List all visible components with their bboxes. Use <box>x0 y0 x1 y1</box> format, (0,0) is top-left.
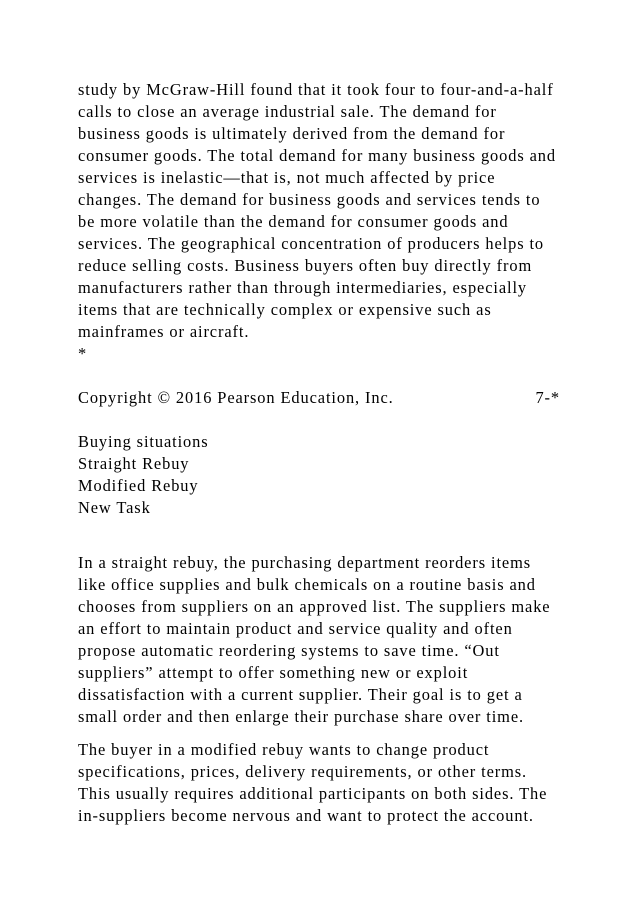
text-line: dissatisfaction with a current supplier. Their goal is to get a <box>78 685 523 704</box>
text-line: study by McGraw-Hill found that it took four to four-and-a-half <box>78 80 554 99</box>
text-line: in-suppliers become nervous and want to protect the account. <box>78 806 534 825</box>
slide-list-item: Modified Rebuy <box>78 476 199 495</box>
text-line: changes. The demand for business goods and services tends to <box>78 190 541 209</box>
text-line: services is inelastic—that is, not much affected by price <box>78 168 496 187</box>
slide-list-item: Buying situations <box>78 432 209 451</box>
text-line: items that are technically complex or expensive such as <box>78 300 492 319</box>
slide-list-item: New Task <box>78 498 151 517</box>
asterisk-marker: * <box>78 344 88 363</box>
text-line: an effort to maintain product and service quality and often <box>78 619 513 638</box>
text-line: like office supplies and bulk chemicals on a routine basis and <box>78 575 536 594</box>
text-line: services. The geographical concentration of producers helps to <box>78 234 545 253</box>
text-line: In a straight rebuy, the purchasing department reorders items <box>78 553 531 572</box>
text-line: chooses from suppliers on an approved list. The suppliers make <box>78 597 551 616</box>
slide-number: 7-* <box>535 388 560 407</box>
text-line: mainframes or aircraft. <box>78 322 250 341</box>
text-line: consumer goods. The total demand for many business goods and <box>78 146 556 165</box>
text-line: business goods is ultimately derived from the demand for <box>78 124 506 143</box>
text-line: calls to close an average industrial sale. The demand for <box>78 102 497 121</box>
text-line: small order and then enlarge their purchase share over time. <box>78 707 525 726</box>
text-line: manufacturers rather than through intermediaries, especially <box>78 278 528 297</box>
text-line: The buyer in a modified rebuy wants to change product <box>78 740 490 759</box>
text-line: be more volatile than the demand for consumer goods and <box>78 212 509 231</box>
text-line: specifications, prices, delivery requirements, or other terms. <box>78 762 528 781</box>
text-line: reduce selling costs. Business buyers often buy directly from <box>78 256 533 275</box>
text-line: propose automatic reordering systems to save time. “Out <box>78 641 500 660</box>
copyright-text: Copyright © 2016 Pearson Education, Inc. <box>78 388 394 407</box>
text-line: suppliers” attempt to offer something new or exploit <box>78 663 469 682</box>
text-line: This usually requires additional participants on both sides. The <box>78 784 548 803</box>
slide-list-item: Straight Rebuy <box>78 454 190 473</box>
